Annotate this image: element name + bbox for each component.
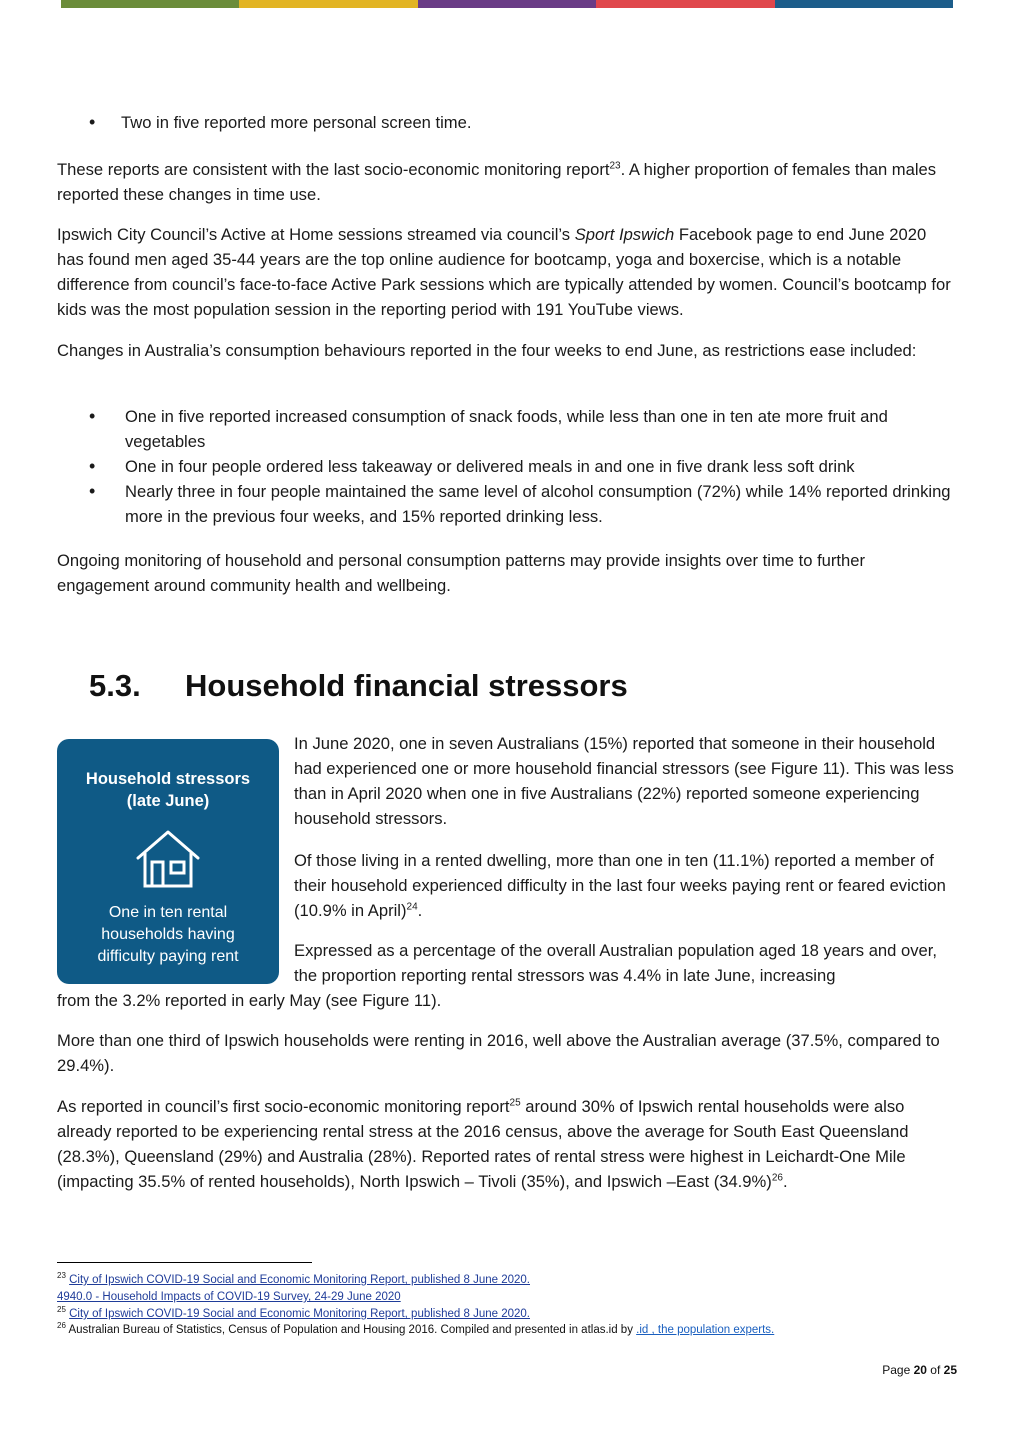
- bullet-text: One in four people ordered less takeaway or delivered meals in and one in five drank less soft drink: [125, 457, 855, 476]
- infographic-title-line: Household stressors: [85, 770, 251, 788]
- para-text: In June 2020, one in seven Australians (15%) reported that someone in their household had experienced one or more household financial stressors (see Figure 11). This was less than in April 2020 when one in five Australians (22%) reported someone experiencing household stressors.: [294, 734, 954, 828]
- infographic-title: [57, 768, 279, 812]
- paragraph-june-stressors: [294, 731, 959, 831]
- list-item: • Two in five reported more personal screen time.: [89, 112, 472, 132]
- footnote-number: 26: [57, 1321, 66, 1331]
- section-heading: [89, 666, 628, 706]
- header-bar-segment-blue: [775, 0, 953, 8]
- para-text: More than one third of Ipswich households were renting in 2016, well above the Australian average (37.5%, compared to 29.4%).: [57, 1031, 940, 1075]
- para-text: As reported in council’s first socio-economic monitoring report: [57, 1097, 510, 1116]
- para-text: Facebook page to end June 2020 has found men aged 35-44 years are the top online audience for bootcamp, yoga and boxercise, which is a notable difference from council’s face-to-face Active Park sessions which are typically attended by women. Council’s bootcamp for kids was the most population session in the reporting period with 191 YouTube views.: [57, 225, 951, 319]
- paragraph-rental-percentage-cont: [57, 988, 957, 1013]
- para-text: Ongoing monitoring of household and personal consumption patterns may provide insights over time to further engagement around community health and wellbeing.: [57, 551, 866, 595]
- section-number: 5.3.: [89, 668, 141, 703]
- household-stressors-infographic: [57, 739, 279, 984]
- paragraph-rented-dwelling: [294, 848, 959, 923]
- para-text: . A higher proportion of females than males reported these changes in time use.: [57, 160, 937, 204]
- consumption-bullet-list: [57, 404, 957, 529]
- footnote-ref[interactable]: 23: [609, 160, 621, 172]
- top-bullet-list: [57, 110, 957, 135]
- footnote-number: 25: [57, 1305, 66, 1315]
- infographic-caption-line: One in ten rental: [108, 904, 228, 921]
- para-text: from the 3.2% reported in early May (see Figure 11).: [57, 991, 442, 1010]
- infographic-caption-line: difficulty paying rent: [97, 948, 239, 965]
- footnote-link[interactable]: 4940.0 - Household Impacts of COVID-19 Survey, 24-29 June 2020: [57, 1291, 401, 1303]
- bullet-text: One in five reported increased consumption of snack foods, while less than one in ten ate more fruit and vegetables: [125, 407, 888, 451]
- section-title: Household financial stressors: [185, 668, 628, 703]
- house-icon: [135, 828, 201, 890]
- footnote-link[interactable]: City of Ipswich COVID-19 Social and Economic Monitoring Report, published 8 June 2020.: [69, 1308, 530, 1320]
- para-text: Of those living in a rented dwelling, more than one in ten (11.1%) reported a member of their household experienced difficulty in the last four weeks paying rent or feared eviction (10.9% in April): [294, 851, 946, 920]
- page-prefix: Page: [882, 1363, 914, 1377]
- footnote-ref[interactable]: 25: [509, 1097, 521, 1109]
- footnote-25: [57, 1307, 530, 1321]
- para-text: .: [417, 901, 423, 920]
- para-text: These reports are consistent with the last socio-economic monitoring report: [57, 160, 610, 179]
- paragraph-rental-percentage: [294, 938, 959, 988]
- footnote-ref[interactable]: 24: [406, 901, 418, 913]
- page-current: 20: [913, 1363, 927, 1377]
- list-item: • One in four people ordered less takeaway or delivered meals in and one in five drank less soft drink: [89, 456, 855, 476]
- list-item: • One in five reported increased consumption of snack foods, while less than one in ten ate more fruit and vegetables: [89, 406, 888, 451]
- header-bar-segment-red: [596, 0, 774, 8]
- para-text: Changes in Australia’s consumption behaviours reported in the four weeks to end June, as restrictions ease included:: [57, 341, 917, 360]
- header-color-bar: [61, 0, 953, 8]
- paragraph-consumption-intro: [57, 338, 957, 363]
- page-total: 25: [943, 1363, 957, 1377]
- footnote-divider: [57, 1262, 312, 1263]
- footnote-link[interactable]: City of Ipswich COVID-19 Social and Economic Monitoring Report, published 8 June 2020.: [69, 1274, 530, 1286]
- list-item: • Nearly three in four people maintained the same level of alcohol consumption (72%) while 14% reported drinking more in the previous four weeks, and 15% reported drinking less.: [89, 481, 951, 526]
- header-bar-segment-purple: [418, 0, 596, 8]
- page-of: of: [926, 1363, 944, 1377]
- paragraph-active-at-home: [57, 222, 957, 322]
- para-text: Ipswich City Council’s Active at Home sessions streamed via council’s: [57, 225, 575, 244]
- infographic-caption: [57, 902, 279, 968]
- paragraph-monitoring: [57, 548, 957, 598]
- infographic-caption-line: households having: [101, 926, 235, 943]
- paragraph-consistency: [57, 157, 957, 207]
- page-number: [882, 1363, 957, 1377]
- footnote-number: 23: [57, 1271, 66, 1281]
- para-text: Expressed as a percentage of the overall Australian population aged 18 years and over, the proportion reporting rental stressors was 4.4% in late June, increasing: [294, 941, 937, 985]
- header-bar-segment-yellow: [239, 0, 417, 8]
- bullet-text: Nearly three in four people maintained the same level of alcohol consumption (72%) while 14% reported drinking more in the previous four weeks, and 15% reported drinking less.: [125, 482, 951, 526]
- footnote-link[interactable]: .id , the population experts.: [636, 1324, 775, 1336]
- footnote-26: [57, 1323, 774, 1337]
- paragraph-rental-stress: [57, 1094, 957, 1194]
- header-bar-segment-green: [61, 0, 239, 8]
- para-text: .: [782, 1172, 788, 1191]
- paragraph-ipswich-renting: [57, 1028, 957, 1078]
- footnote-23b: [57, 1290, 401, 1304]
- footnote-text: Australian Bureau of Statistics, Census of Population and Housing 2016. Compiled and presented in atlas.id by: [65, 1324, 637, 1336]
- footnote-ref[interactable]: 26: [771, 1172, 783, 1184]
- footnote-23: [57, 1273, 530, 1287]
- para-text: around 30% of Ipswich rental households were also already reported to be experiencing rental stress at the 2016 census, above the average for South East Queensland (28.3%), Queensland (29%) and Australia (28%). Reported rates of rental stress were highest in Leichardt-One Mile (impacting 35.5% of rented households), North Ipswich – Tivoli (35%), and Ipswich –East (34.9%): [57, 1097, 909, 1191]
- bullet-text: Two in five reported more personal screen time.: [121, 113, 472, 132]
- infographic-title-line: (late June): [126, 792, 210, 810]
- para-italic: Sport Ipswich: [574, 225, 675, 244]
